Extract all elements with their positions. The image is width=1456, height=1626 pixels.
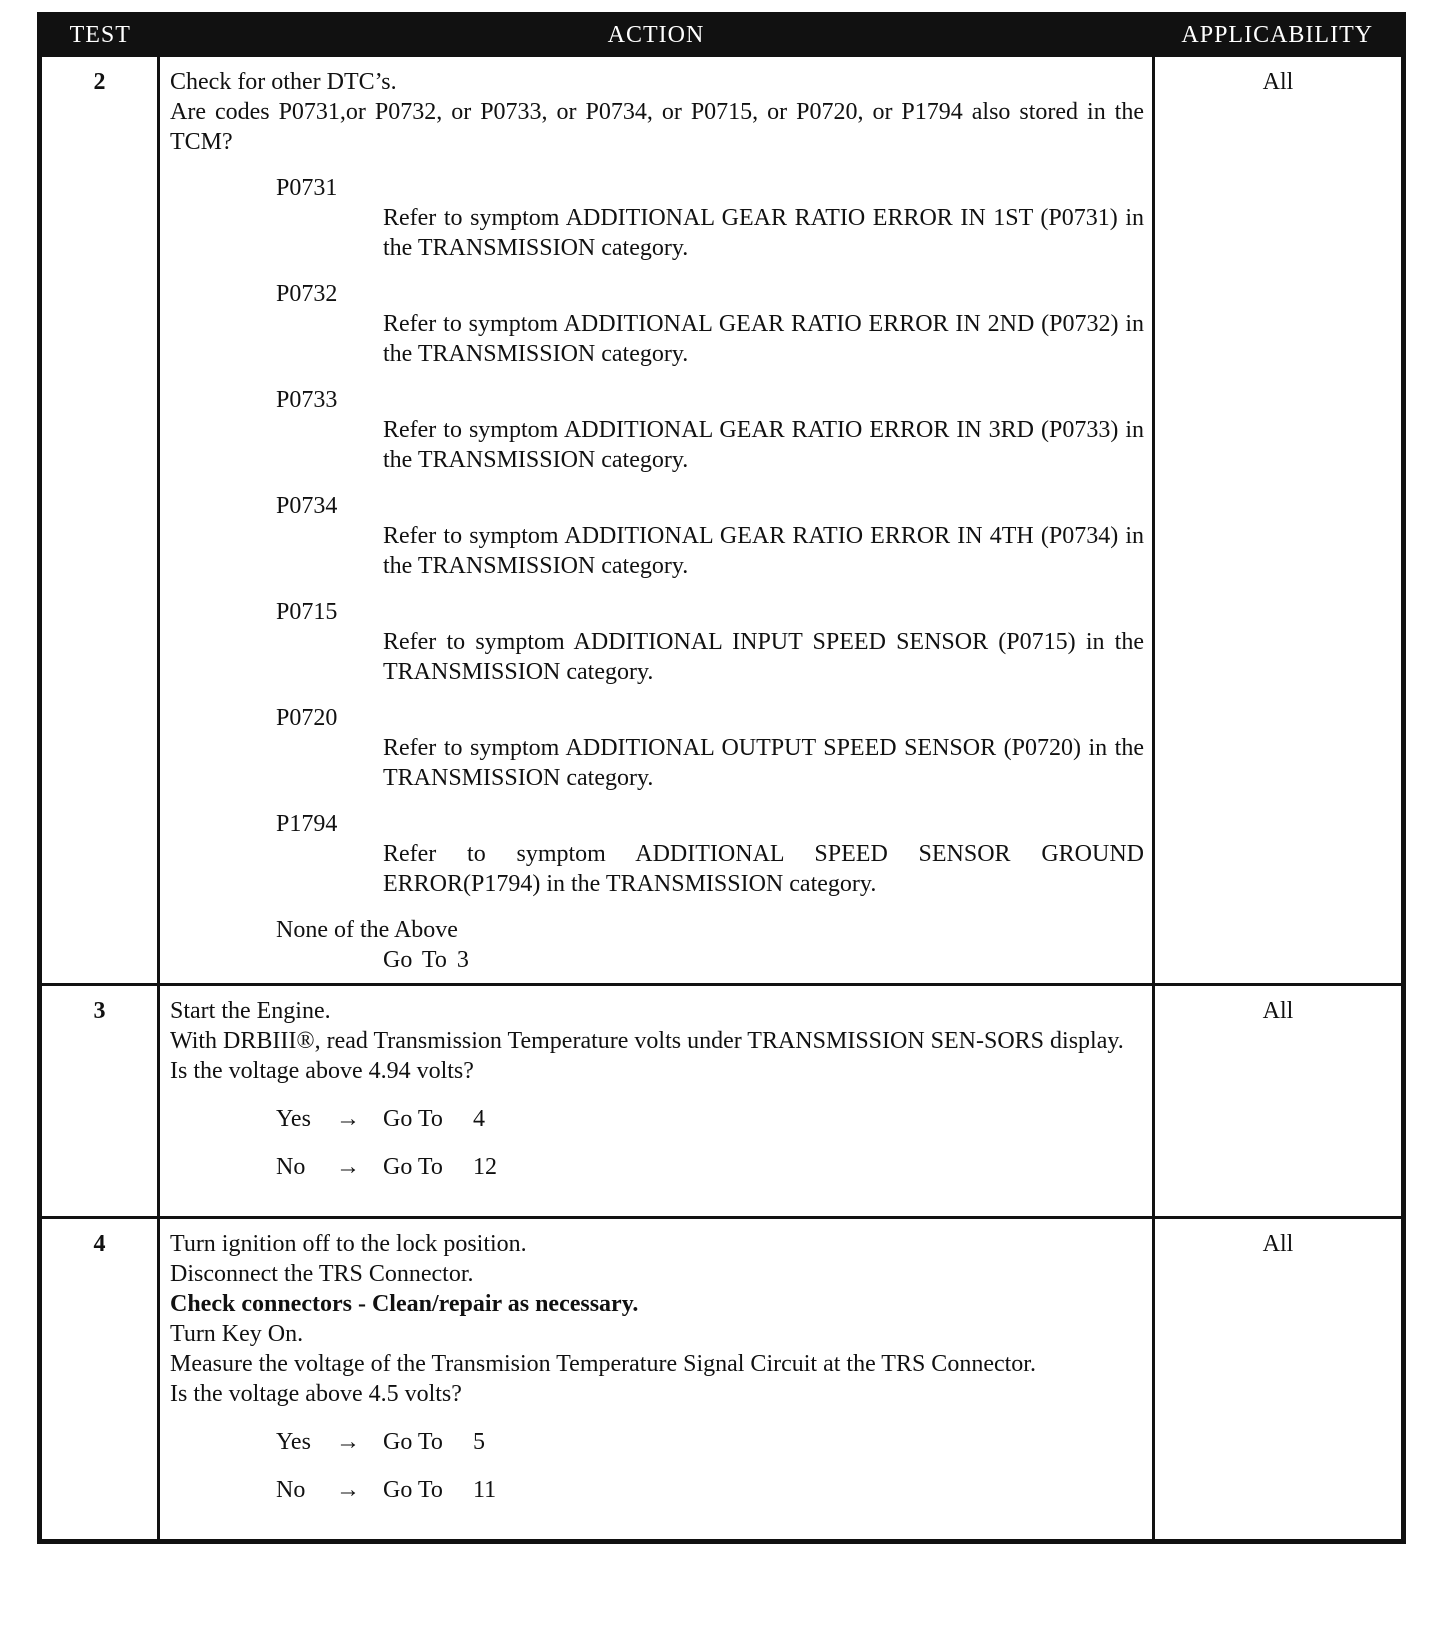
applicability-value: All (1154, 1218, 1404, 1542)
dtc-code: P0715 (276, 599, 338, 625)
header-applicability: APPLICABILITY (1154, 15, 1404, 56)
applicability-value: All (1154, 985, 1404, 1218)
dtc-code: P1794 (276, 811, 338, 837)
goto-target: 5 (473, 1429, 485, 1455)
table-row-test-4 (40, 1218, 1404, 1542)
applicability-value: All (1154, 56, 1404, 985)
goto-target: 11 (473, 1477, 497, 1503)
goto-instruction (170, 945, 1144, 975)
dtc-reference: Refer to symptom ADDITIONAL INPUT SPEED SENSOR (P0715) in the TRANSMISSION category. (383, 629, 1144, 685)
dtc-reference: Refer to symptom ADDITIONAL GEAR RATIO ERROR IN 4TH (P0734) in the TRANSMISSION category. (383, 523, 1144, 579)
answer-no (170, 1475, 1144, 1505)
arrow-icon: → (336, 1106, 360, 1132)
arrow-icon: → (336, 1429, 360, 1455)
header-action: ACTION (159, 15, 1154, 56)
goto-label: Go To (383, 1106, 443, 1132)
dtc-code: P0720 (276, 705, 338, 731)
action-line: Turn Key On. (170, 1321, 304, 1347)
diagnostic-test-table (37, 12, 1406, 1544)
answer-label: No (276, 1154, 306, 1180)
dtc-option (170, 173, 1144, 263)
goto-label: Go To (383, 1154, 443, 1180)
table-header-row (40, 15, 1404, 56)
arrow-icon: → (336, 1154, 360, 1180)
goto-label: Go To (383, 947, 447, 973)
dtc-option (170, 809, 1144, 899)
goto-target: 3 (456, 947, 469, 973)
test-number: 2 (40, 56, 159, 985)
dtc-code: P0733 (276, 387, 338, 413)
dtc-reference: Refer to symptom ADDITIONAL SPEED SENSOR GROUND ERROR(P1794) in the TRANSMISSION category. (383, 841, 1144, 897)
dtc-option (170, 385, 1144, 475)
answer-label: Yes (276, 1429, 311, 1455)
action-cell (159, 1218, 1154, 1542)
action-line: Measure the voltage of the Transmision Temperature Signal Circuit at the TRS Connector. (170, 1351, 1036, 1377)
dtc-option (170, 491, 1144, 581)
goto-target: 12 (473, 1154, 497, 1180)
table-row-test-2 (40, 56, 1404, 985)
dtc-code: P0732 (276, 281, 338, 307)
arrow-icon: → (336, 1477, 360, 1503)
dtc-option (170, 279, 1144, 369)
test-number: 4 (40, 1218, 159, 1542)
goto-label: Go To (383, 1477, 443, 1503)
none-option (170, 915, 1144, 975)
action-question: Is the voltage above 4.94 volts? (170, 1058, 474, 1084)
answer-label: Yes (276, 1106, 311, 1132)
dtc-reference: Refer to symptom ADDITIONAL GEAR RATIO ERROR IN 1ST (P0731) in the TRANSMISSION category. (383, 205, 1144, 261)
dtc-option (170, 703, 1144, 793)
goto-target: 4 (473, 1106, 485, 1132)
dtc-reference: Refer to symptom ADDITIONAL GEAR RATIO ERROR IN 2ND (P0732) in the TRANSMISSION category. (383, 311, 1144, 367)
action-cell (159, 985, 1154, 1218)
test-number: 3 (40, 985, 159, 1218)
action-line: Start the Engine. (170, 998, 331, 1024)
action-line: Turn ignition off to the lock position. (170, 1231, 527, 1257)
action-line: Check for other DTC’s. (170, 69, 397, 95)
answer-no (170, 1152, 1144, 1182)
dtc-reference: Refer to symptom ADDITIONAL OUTPUT SPEED SENSOR (P0720) in the TRANSMISSION category. (383, 735, 1144, 791)
table-row-test-3 (40, 985, 1404, 1218)
dtc-option (170, 597, 1144, 687)
none-of-the-above-label: None of the Above (276, 917, 458, 943)
action-line-emphasis: Check connectors - Clean/repair as necessary. (170, 1291, 639, 1317)
action-question: Are codes P0731,or P0732, or P0733, or P0734, or P0715, or P0720, or P1794 also stored in the TCM? (170, 99, 1144, 155)
answer-label: No (276, 1477, 306, 1503)
action-question: Is the voltage above 4.5 volts? (170, 1381, 462, 1407)
dtc-reference: Refer to symptom ADDITIONAL GEAR RATIO ERROR IN 3RD (P0733) in the TRANSMISSION category. (383, 417, 1144, 473)
dtc-code: P0731 (276, 175, 338, 201)
goto-label: Go To (383, 1429, 443, 1455)
action-cell (159, 56, 1154, 985)
header-test: TEST (40, 15, 159, 56)
dtc-code: P0734 (276, 493, 338, 519)
answer-yes (170, 1104, 1144, 1134)
action-line: With DRBIII®, read Transmission Temperature volts under TRANSMISSION SEN-SORS display. (170, 1028, 1124, 1054)
answer-yes (170, 1427, 1144, 1457)
action-line: Disconnect the TRS Connector. (170, 1261, 474, 1287)
